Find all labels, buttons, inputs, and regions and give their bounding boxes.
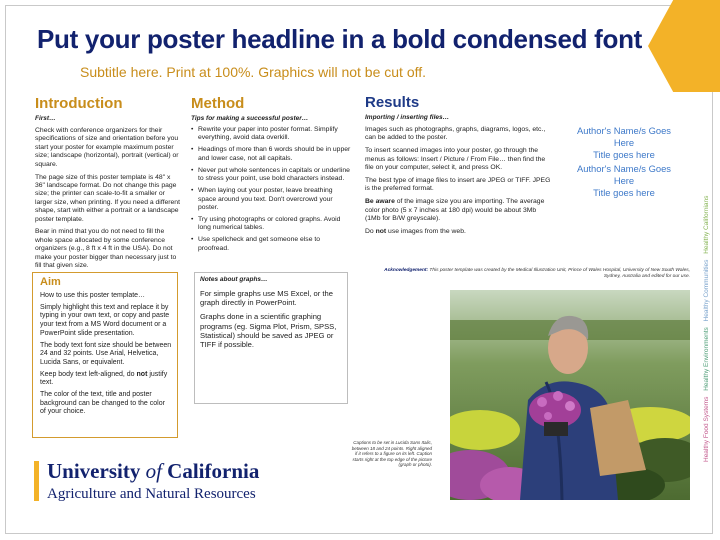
results-text: of the image size you are importing. The average color photo (5 x 7 inches at 180 dpi) would be about 3Mb	[365, 198, 545, 214]
introduction-title: Introduction	[35, 95, 123, 112]
aim-paragraph: Simply highlight this text and replace it by typing in your own text, or copy and paste your text from a MS Word document or a PowerPoint slide presentation.	[40, 303, 170, 337]
results-bold-text: Be aware	[365, 198, 395, 206]
results-text: use images from the web.	[386, 228, 466, 236]
results-body	[365, 126, 555, 241]
aim-text: justify text.	[40, 370, 168, 387]
university-logo-subline: Agriculture and Natural Resources	[47, 486, 256, 502]
aim-paragraph: The body text font size should be between 24 and 32 points. Use Arial, Helvetica, Lucida Sans, or equivalent.	[40, 341, 172, 366]
nursery-photo-image	[450, 290, 690, 500]
aim-text: Keep body text left-aligned, do	[40, 370, 137, 378]
introduction-paragraph: Check with conference organizers for their specifications of size and orientation before you start your poster for example maximum poster size; landscape (horizontal), portrait (vertical) or square.	[35, 127, 179, 168]
results-paragraph	[365, 198, 555, 223]
side-banner-item: Healthy Communities	[703, 259, 710, 322]
aim-paragraph: The color of the text, title and poster background can be changed to the color of your choice.	[40, 391, 165, 416]
university-logo-name	[47, 459, 259, 484]
side-banner-item: Healthy Food Systems	[703, 396, 710, 462]
logo-word: of	[145, 459, 162, 483]
results-text: Do	[365, 228, 376, 236]
author-title: Title goes here	[593, 149, 655, 160]
author-title: Title goes here	[593, 187, 655, 198]
introduction-paragraph: Bear in mind that you do not need to fill the whole space allocated by some conference organizers (e.g., 8 ft x 4 ft in the USA). Do not make your poster bigger than necessary just to fill that given size.	[35, 228, 177, 270]
aim-title: Aim	[40, 276, 61, 288]
results-subtitle: Importing / inserting files…	[365, 114, 450, 121]
results-paragraph: The best type of image files to insert are JPEG or TIFF. JPEG is the preferred format.	[365, 177, 551, 193]
notes-paragraph: Graphs done in a scientific graphing programs (eg. Sigma Plot, Prism, SPSS, Statistical) should be saved as JPEG or TIFF if possible.	[200, 312, 337, 350]
notes-body	[200, 289, 344, 354]
acknowledgement-label: Acknowledgement:	[384, 268, 429, 273]
aim-body	[40, 292, 172, 420]
author-name: Author's Name/s Goes	[576, 125, 671, 136]
side-banner	[703, 192, 710, 462]
side-banner-item: Healthy Californians	[703, 195, 710, 254]
photo-caption: Captions to be set in Lucida Sans Italic, between 18 and 24 points. Right aligned if it refers to a figure on its left. Caption starts right at the top edge of the picture (graph or photo).	[351, 440, 432, 468]
author-name-cont: Here	[613, 137, 635, 148]
notes-paragraph: For simple graphs use MS Excel, or the graph directly in PowerPoint.	[200, 289, 333, 308]
acknowledgement-text: This poster template was created by the Medical Illustration Unit, Prince of Wales Hospital, University of New South Wales, Sydney, Australia and edited for our use.	[428, 268, 690, 279]
aim-paragraph	[40, 371, 172, 388]
author-name: Author's Name/s Goes	[576, 163, 671, 174]
results-paragraph: To insert scanned images into your poster, go through the menus as follows: Insert / Picture / From File… then find the file on your computer, select it, and press OK.	[365, 147, 546, 172]
results-title: Results	[365, 94, 420, 111]
method-bullet: • Try using photographs or colored graphs. Avoid long numerical tables.	[191, 216, 351, 233]
acknowledgement	[374, 268, 690, 280]
method-bullet: • When laying out your poster, leave breathing space around you text. Don't overcrowd your poster.	[191, 187, 351, 212]
aim-paragraph: How to use this poster template…	[40, 292, 146, 299]
results-bold-text: not	[375, 228, 387, 236]
method-bullet: • Use spellcheck and get someone else to proofread.	[191, 236, 351, 253]
poster-headline: Put your poster headline in a bold condensed font	[37, 24, 643, 54]
introduction-body	[35, 127, 181, 275]
author-name-cont: Here	[613, 175, 635, 186]
poster-subtitle: Subtitle here. Print at 100%. Graphics will not be cut off.	[80, 64, 427, 80]
notes-title: Notes about graphs…	[200, 276, 268, 283]
method-bullet-list	[191, 126, 351, 257]
method-bullet: • Never put whole sentences in capitals or underline to stress your point, use bold characters instead.	[191, 167, 351, 184]
introduction-subtitle: First…	[35, 115, 56, 122]
method-subtitle: Tips for making a successful poster…	[191, 115, 309, 122]
results-paragraph	[365, 228, 555, 236]
logo-word: California	[167, 459, 260, 483]
aim-bold-text: not	[136, 370, 148, 378]
results-paragraph: Images such as photographs, graphs, diagrams, logos, etc., can be added to the poster.	[365, 126, 546, 142]
side-banner-item: Healthy Environments	[703, 327, 710, 391]
nursery-photo	[450, 290, 690, 500]
logo-word: University	[47, 459, 141, 483]
logo-accent-bar	[34, 461, 39, 501]
introduction-paragraph: The page size of this poster template is 48" x 36" landscape format. Do not change this page size; the printer can scale-to-fit a smaller or larger size, when printing. If you need a different shape, start with either a portrait or a landscape poster template.	[35, 173, 180, 223]
method-bullet: • Rewrite your paper into poster format. Simplify everything, avoid data overkill.	[191, 126, 351, 143]
results-text: (1Mb for B/W greyscale).	[365, 215, 441, 223]
method-title: Method	[191, 95, 245, 112]
method-bullet: • Headings of more than 6 words should be in upper and lower case, not all capitals.	[191, 146, 351, 163]
